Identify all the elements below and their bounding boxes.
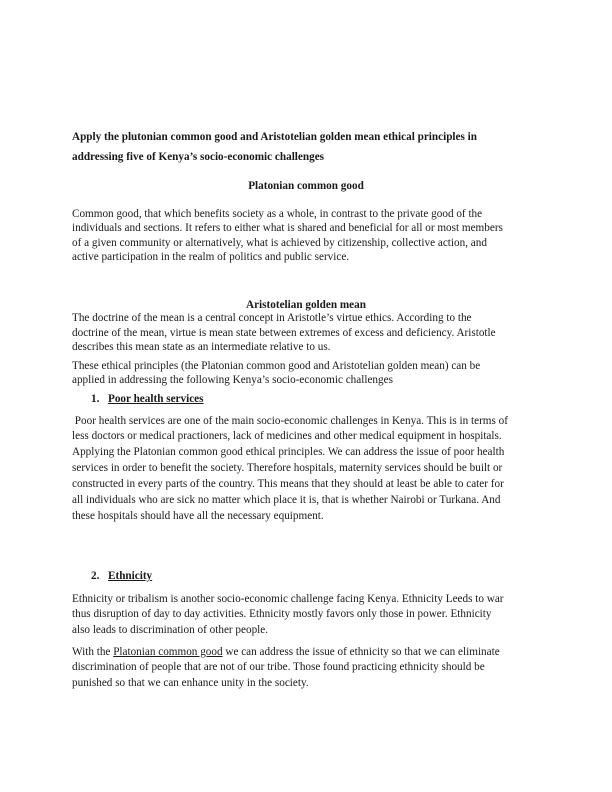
paragraph-line: discrimination of people that are not of our tribe. Those found practicing ethnicity should be <box>72 661 485 673</box>
document-title-line: addressing five of Kenya’s socio-economic challenges <box>72 151 325 163</box>
paragraph-line: The doctrine of the mean is a central concept in Aristotle’s virtue ethics. According to the <box>72 312 472 324</box>
paragraph-line: Common good, that which benefits society as a whole, in contrast to the private good of the <box>72 208 483 220</box>
paragraph-line: Applying the Platonian common good ethical principles. We can address the issue of poor health <box>72 446 505 458</box>
list-number: 1. <box>91 393 100 405</box>
paragraph-line: thus disruption of day to day activities. Ethnicity mostly favors only those in power. Ethnicity <box>72 608 492 620</box>
text: With the <box>72 646 114 658</box>
paragraph-line: punished so that we can enhance unity in the society. <box>72 677 309 689</box>
list-heading: Ethnicity <box>108 570 153 582</box>
paragraph-line: describes this mean state as an intermediate relative to us. <box>72 341 331 353</box>
paragraph-line: all individuals who are sick no matter which place it is, that is whether Nairobi or Turkana. And <box>72 494 501 506</box>
paragraph-line: active participation in the realm of politics and public service. <box>72 251 350 263</box>
section-heading: Aristotelian golden mean <box>246 299 366 311</box>
paragraph-line: constructed in every parts of the country. This means that they should at least be able to cater for <box>72 478 504 490</box>
list-heading: Poor health services <box>108 393 204 405</box>
paragraph-line: also leads to discrimination of other people. <box>72 624 269 636</box>
paragraph-line: these hospitals should have all the necessary equipment. <box>72 510 324 522</box>
paragraph-line: doctrine of the mean, virtue is mean state between extremes of excess and deficiency. Aristotle <box>72 327 496 339</box>
section-heading: Platonian common good <box>248 180 364 192</box>
paragraph-line: less doctors or medical practioners, lack of medicines and other medical equipment in hospitals. <box>72 430 502 442</box>
paragraph-line: applied in addressing the following Kenya’s socio-economic challenges <box>72 374 393 386</box>
text: we can address the issue of ethnicity so that we can eliminate <box>222 646 500 658</box>
paragraph-line: services in order to benefit the society. Therefore hospitals, maternity services should be built or <box>72 462 503 474</box>
paragraph-line: Ethnicity or tribalism is another socio-economic challenge facing Kenya. Ethnicity Leeds to war <box>72 593 504 605</box>
paragraph-line <box>72 645 500 659</box>
paragraph-line: individuals and sections. It refers to either what is shared and beneficial for all or most members <box>72 222 503 234</box>
paragraph-line: These ethical principles (the Platonian common good and Aristotelian golden mean) can be <box>72 360 481 372</box>
underlined-phrase: Platonian common good <box>113 646 223 658</box>
document-title-line: Apply the plutonian common good and Aristotelian golden mean ethical principles in <box>72 131 477 143</box>
paragraph-line: of a given community or alternatively, what is achieved by citizenship, collective action, and <box>72 237 487 249</box>
paragraph-line: Poor health services are one of the main socio-economic challenges in Kenya. This is in terms of <box>72 415 508 427</box>
list-number: 2. <box>91 570 100 582</box>
